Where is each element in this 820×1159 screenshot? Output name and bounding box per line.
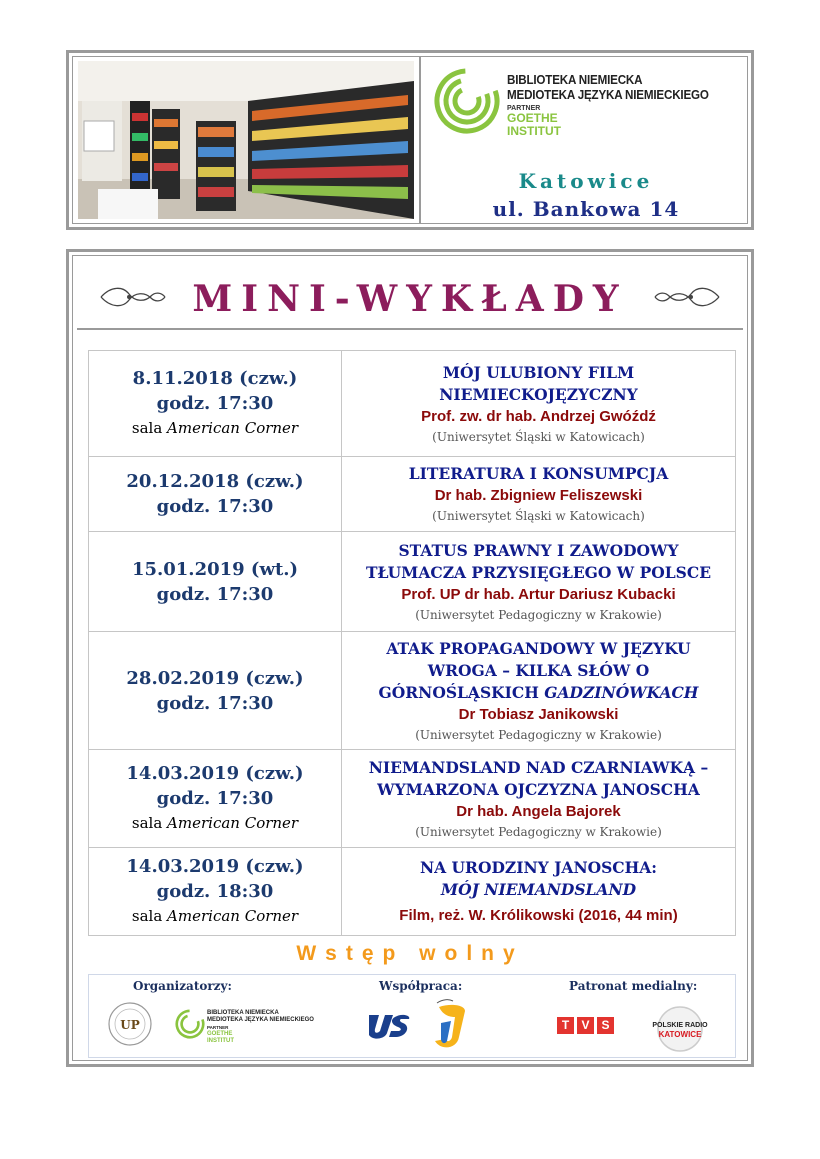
lecture-date: 14.03.2019 (czw.) bbox=[126, 856, 304, 877]
goethe-small-line2: MEDIOTEKA JĘZYKA NIEMIECKIEGO bbox=[207, 1017, 314, 1023]
lecture-when bbox=[89, 351, 342, 457]
radio-line-2: KATOWICE bbox=[658, 1030, 702, 1039]
city-name: Katowice bbox=[518, 169, 654, 193]
us-university-logo-icon bbox=[365, 1011, 413, 1041]
goethe-small-icon bbox=[175, 1009, 205, 1039]
title-box bbox=[77, 260, 743, 330]
lecture-affiliation: (Uniwersytet Śląski w Katowicach) bbox=[432, 429, 645, 444]
lecture-time: godz. 17:30 bbox=[156, 788, 274, 809]
lecture-speaker: Dr Tobiasz Janikowski bbox=[458, 705, 619, 723]
room-name: American Corner bbox=[167, 814, 299, 832]
library-photo-illustration bbox=[78, 61, 414, 219]
lecture-time: godz. 17:30 bbox=[156, 393, 274, 414]
partner-label: PARTNER bbox=[507, 105, 541, 112]
tvs-letter-s: S bbox=[597, 1017, 614, 1034]
tvs-logo bbox=[557, 1017, 614, 1034]
room-prefix: sala bbox=[131, 907, 163, 925]
lecture-time: godz. 17:30 bbox=[156, 583, 274, 605]
org-line-1: BIBLIOTEKA NIEMIECKA bbox=[507, 73, 643, 87]
lecture-title: ATAK PROPAGANDOWY W JĘZYKU bbox=[386, 638, 691, 658]
lecture-affiliation: (Uniwersytet Pedagogiczny w Krakowie) bbox=[415, 607, 662, 622]
lecture-when bbox=[89, 457, 342, 532]
lecture-date: 8.11.2018 (czw.) bbox=[132, 368, 298, 389]
lecture-time: godz. 18:30 bbox=[156, 881, 274, 902]
lecture-title: MÓJ ULUBIONY FILM bbox=[442, 362, 635, 382]
lecture-what bbox=[342, 351, 736, 457]
table-row bbox=[89, 532, 736, 632]
lecture-time: godz. 17:30 bbox=[156, 496, 274, 517]
goethe-label: GOETHE bbox=[507, 111, 558, 125]
flourish-right-icon bbox=[653, 284, 721, 310]
lecture-when bbox=[89, 848, 342, 936]
header-divider bbox=[419, 56, 421, 224]
free-entry: Wstęp wolny bbox=[296, 942, 524, 965]
title-italic-part: GADZINÓWKACH bbox=[544, 682, 699, 702]
room-name: American Corner bbox=[167, 907, 299, 925]
lecture-date: 20.12.2018 (czw.) bbox=[126, 471, 304, 492]
lecture-title: NA URODZINY JANOSCHA: bbox=[419, 857, 658, 877]
library-name bbox=[507, 73, 724, 138]
up-seal-text: UP bbox=[120, 1018, 140, 1032]
lecture-speaker: Dr hab. Angela Bajorek bbox=[456, 802, 621, 820]
lecture-title-line2: TŁUMACZA PRZYSIĘGŁEGO W POLSCE bbox=[365, 562, 712, 582]
goethe-logo-icon bbox=[433, 67, 501, 135]
lecture-affiliation: (Uniwersytet Pedagogiczny w Krakowie) bbox=[415, 727, 662, 742]
us-logo-text: US bbox=[365, 1011, 367, 1012]
lecture-what bbox=[342, 457, 736, 532]
table-row bbox=[89, 457, 736, 532]
lecture-affiliation: (Uniwersytet Pedagogiczny w Krakowie) bbox=[415, 824, 662, 839]
lecture-what bbox=[342, 532, 736, 632]
lecture-date: 14.03.2019 (czw.) bbox=[126, 763, 304, 784]
lecture-title: STATUS PRAWNY I ZAWODOWY bbox=[398, 540, 679, 560]
lecture-what bbox=[342, 750, 736, 848]
lecture-speaker: Film, reż. W. Królikowski (2016, 44 min) bbox=[399, 906, 678, 924]
goethe-small-goethe: GOETHE bbox=[207, 1031, 233, 1037]
cooperation-label: Współpraca: bbox=[379, 979, 463, 993]
room-name: American Corner bbox=[167, 419, 299, 437]
room-prefix: sala bbox=[131, 814, 163, 832]
lecture-title-line2: NIEMIECKOJĘZYCZNY bbox=[439, 384, 638, 404]
goethe-small-institut: INSTITUT bbox=[207, 1038, 234, 1044]
library-logo-block bbox=[427, 59, 745, 221]
lecture-title: LITERATURA I KONSUMPCJA bbox=[408, 464, 669, 483]
lecture-date: 28.02.2019 (czw.) bbox=[126, 667, 304, 689]
table-row bbox=[89, 351, 736, 457]
media-label: Patronat medialny: bbox=[569, 979, 698, 993]
table-row bbox=[89, 750, 736, 848]
tvs-letter-t: T bbox=[557, 1017, 574, 1034]
lecture-when bbox=[89, 750, 342, 848]
title-italic-part: MÓJ NIEMANDSLAND bbox=[440, 879, 637, 899]
title-plain-part: GÓRNOŚLĄSKICH bbox=[378, 682, 545, 702]
table-row bbox=[89, 848, 736, 936]
lectures-poster bbox=[66, 249, 754, 1067]
lecture-what bbox=[342, 848, 736, 936]
lecture-room bbox=[89, 904, 341, 929]
goethe-small-line1: BIBLIOTEKA NIEMIECKA bbox=[207, 1010, 279, 1016]
lecture-title: NIEMANDSLAND NAD CZARNIAWKĄ – bbox=[368, 757, 709, 777]
lecture-time: godz. 17:30 bbox=[156, 692, 274, 714]
lecture-speaker: Prof. zw. dr hab. Andrzej Gwóźdź bbox=[421, 407, 656, 425]
library-photo bbox=[78, 61, 414, 219]
goethe-small-logo bbox=[175, 1009, 314, 1044]
lecture-speaker: Prof. UP dr hab. Artur Dariusz Kubacki bbox=[401, 585, 676, 603]
lecture-room bbox=[89, 416, 341, 441]
goethe-small-partner: PARTNER bbox=[207, 1025, 229, 1030]
lecture-speaker: Dr hab. Zbigniew Feliszewski bbox=[434, 487, 643, 504]
polskie-radio-logo bbox=[647, 1005, 713, 1053]
lecture-title-line3 bbox=[342, 682, 735, 704]
lecture-what bbox=[342, 632, 736, 750]
room-prefix: sala bbox=[131, 419, 163, 437]
lecture-when bbox=[89, 632, 342, 750]
org-line-2: MEDIOTEKA JĘZYKA NIEMIECKIEGO bbox=[507, 88, 709, 102]
table-row bbox=[89, 632, 736, 750]
institut-label: INSTITUT bbox=[507, 124, 561, 138]
lecture-title-line2: WYMARZONA OJCZYZNA JANOSCHA bbox=[377, 779, 700, 799]
lecture-when bbox=[89, 532, 342, 632]
lecture-room bbox=[89, 811, 341, 836]
radio-text bbox=[647, 1021, 713, 1039]
street-address: ul. Bankowa 14 bbox=[492, 197, 680, 221]
lectures-table bbox=[88, 350, 736, 936]
header-banner bbox=[66, 50, 754, 230]
lecture-title-line2: WROGA – KILKA SŁÓW O bbox=[427, 660, 650, 680]
janosch-logo-icon bbox=[431, 997, 471, 1053]
up-seal-icon bbox=[107, 1001, 153, 1047]
radio-line-1: POLSKIE RADIO bbox=[652, 1022, 708, 1029]
goethe-small-text bbox=[207, 1010, 314, 1045]
organizers-label: Organizatorzy: bbox=[133, 979, 232, 993]
tvs-letter-v: V bbox=[577, 1017, 594, 1034]
lecture-title-line2 bbox=[342, 879, 735, 901]
sponsors-box bbox=[88, 974, 736, 1058]
lecture-affiliation: (Uniwersytet Śląski w Katowicach) bbox=[432, 509, 645, 523]
lecture-date: 15.01.2019 (wt.) bbox=[131, 558, 299, 580]
page-title: MINI-WYKŁADY bbox=[192, 278, 628, 320]
